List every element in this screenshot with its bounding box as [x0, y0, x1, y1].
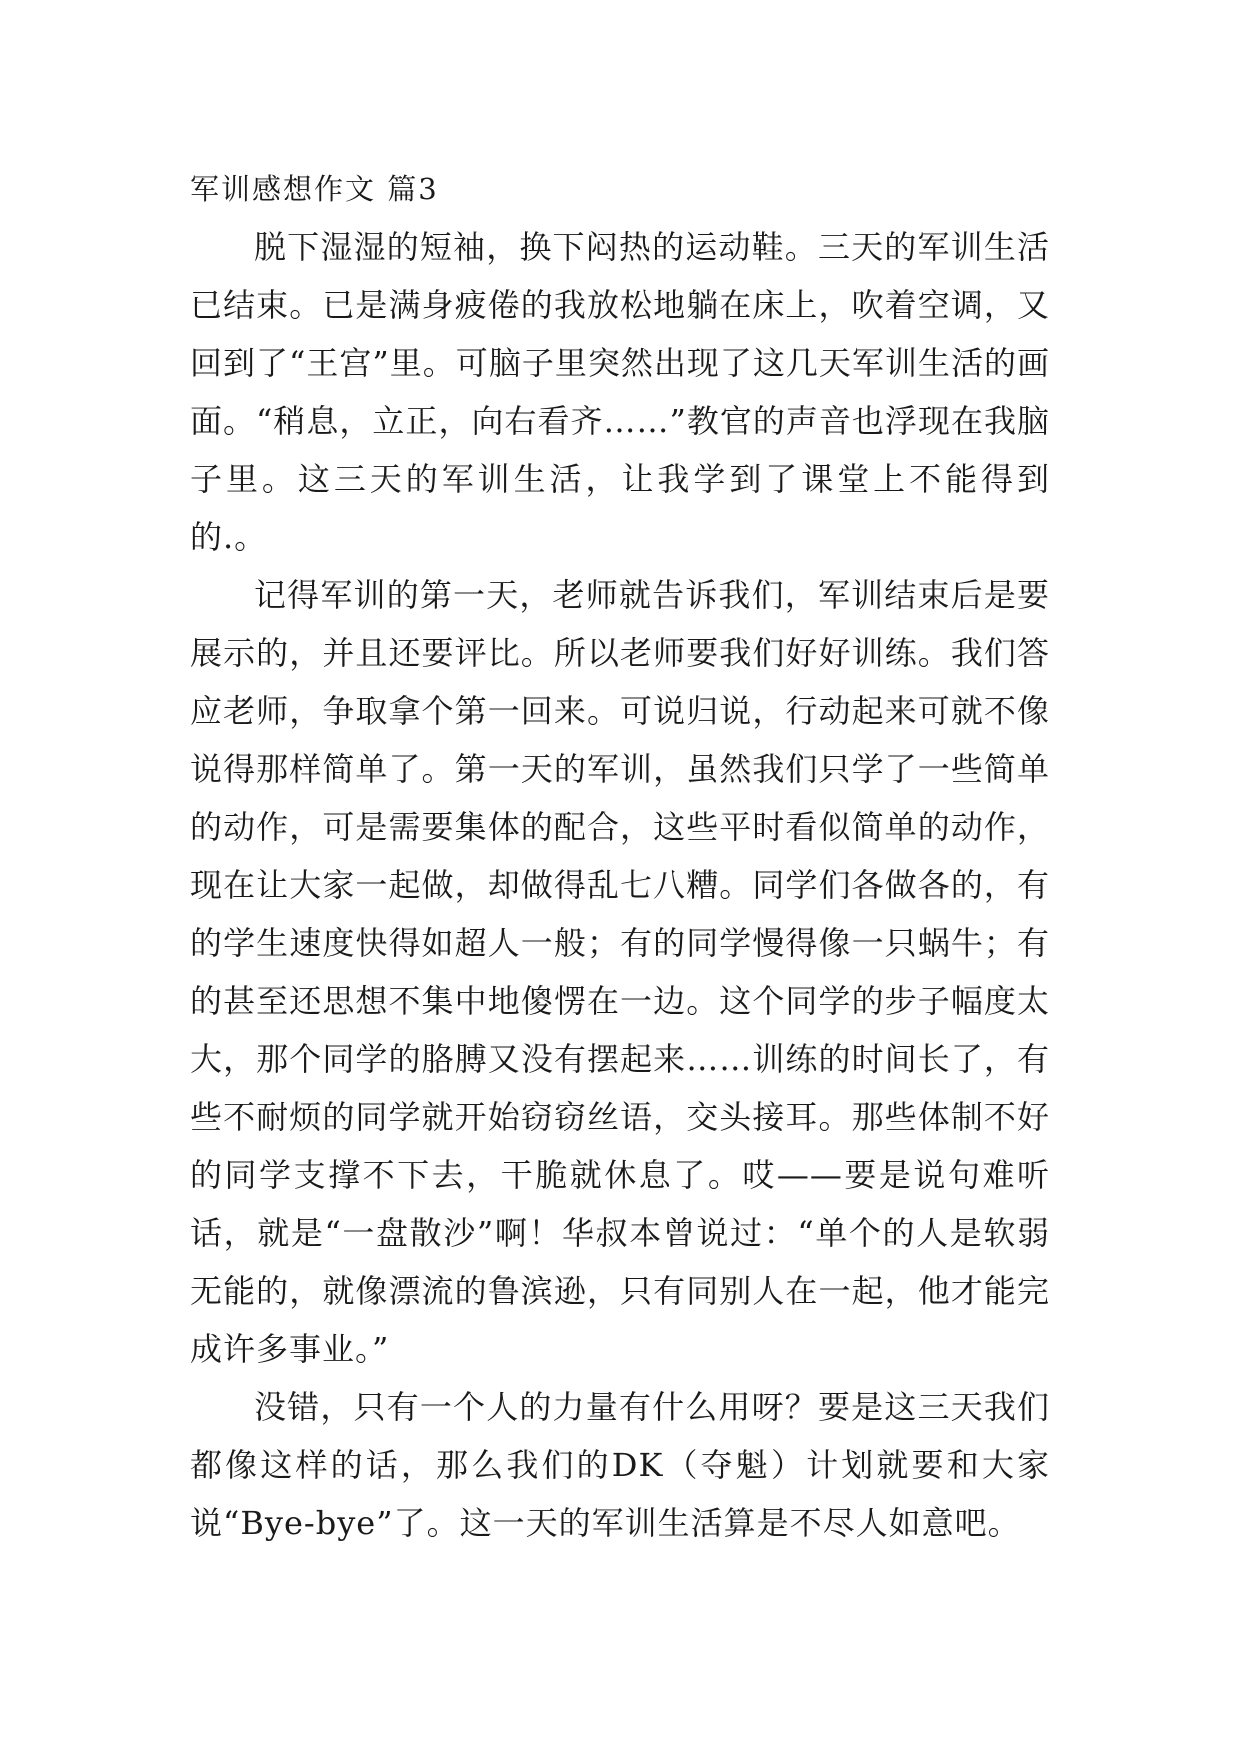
document-page	[190, 160, 1050, 1552]
document-title: 军训感想作文 篇3	[190, 172, 439, 206]
paragraph-3: 没错，只有一个人的力量有什么用呀？要是这三天我们都像这样的话，那么我们的DK（夺魁）计划就要和大家说“Bye-bye”了。这一天的军训生活算是不尽人如意吧。	[190, 1388, 1050, 1542]
paragraph-1: 脱下湿湿的短袖，换下闷热的运动鞋。三天的军训生活已结束。已是满身疲倦的我放松地躺在床上，吹着空调，又回到了“王宫”里。可脑子里突然出现了这几天军训生活的画面。“稍息，立正，向右看齐……”教官的声音也浮现在我脑子里。这三天的军训生活，让我学到了课堂上不能得到的.。	[190, 228, 1050, 556]
paragraph-2: 记得军训的第一天，老师就告诉我们，军训结束后是要展示的，并且还要评比。所以老师要我们好好训练。我们答应老师，争取拿个第一回来。可说归说，行动起来可就不像说得那样简单了。第一天的军训，虽然我们只学了一些简单的动作，可是需要集体的配合，这些平时看似简单的动作，现在让大家一起做，却做得乱七八糟。同学们各做各的，有的学生速度快得如超人一般；有的同学慢得像一只蜗牛；有的甚至还思想不集中地傻愣在一边。这个同学的步子幅度太大，那个同学的胳膊又没有摆起来……训练的时间长了，有些不耐烦的同学就开始窃窃丝语，交头接耳。那些体制不好的同学支撑不下去，干脆就休息了。哎——要是说句难听话，就是“一盘散沙”啊！华叔本曾说过：“单个的人是软弱无能的，就像漂流的鲁滨逊，只有同别人在一起，他才能完成许多事业。”	[190, 576, 1050, 1368]
